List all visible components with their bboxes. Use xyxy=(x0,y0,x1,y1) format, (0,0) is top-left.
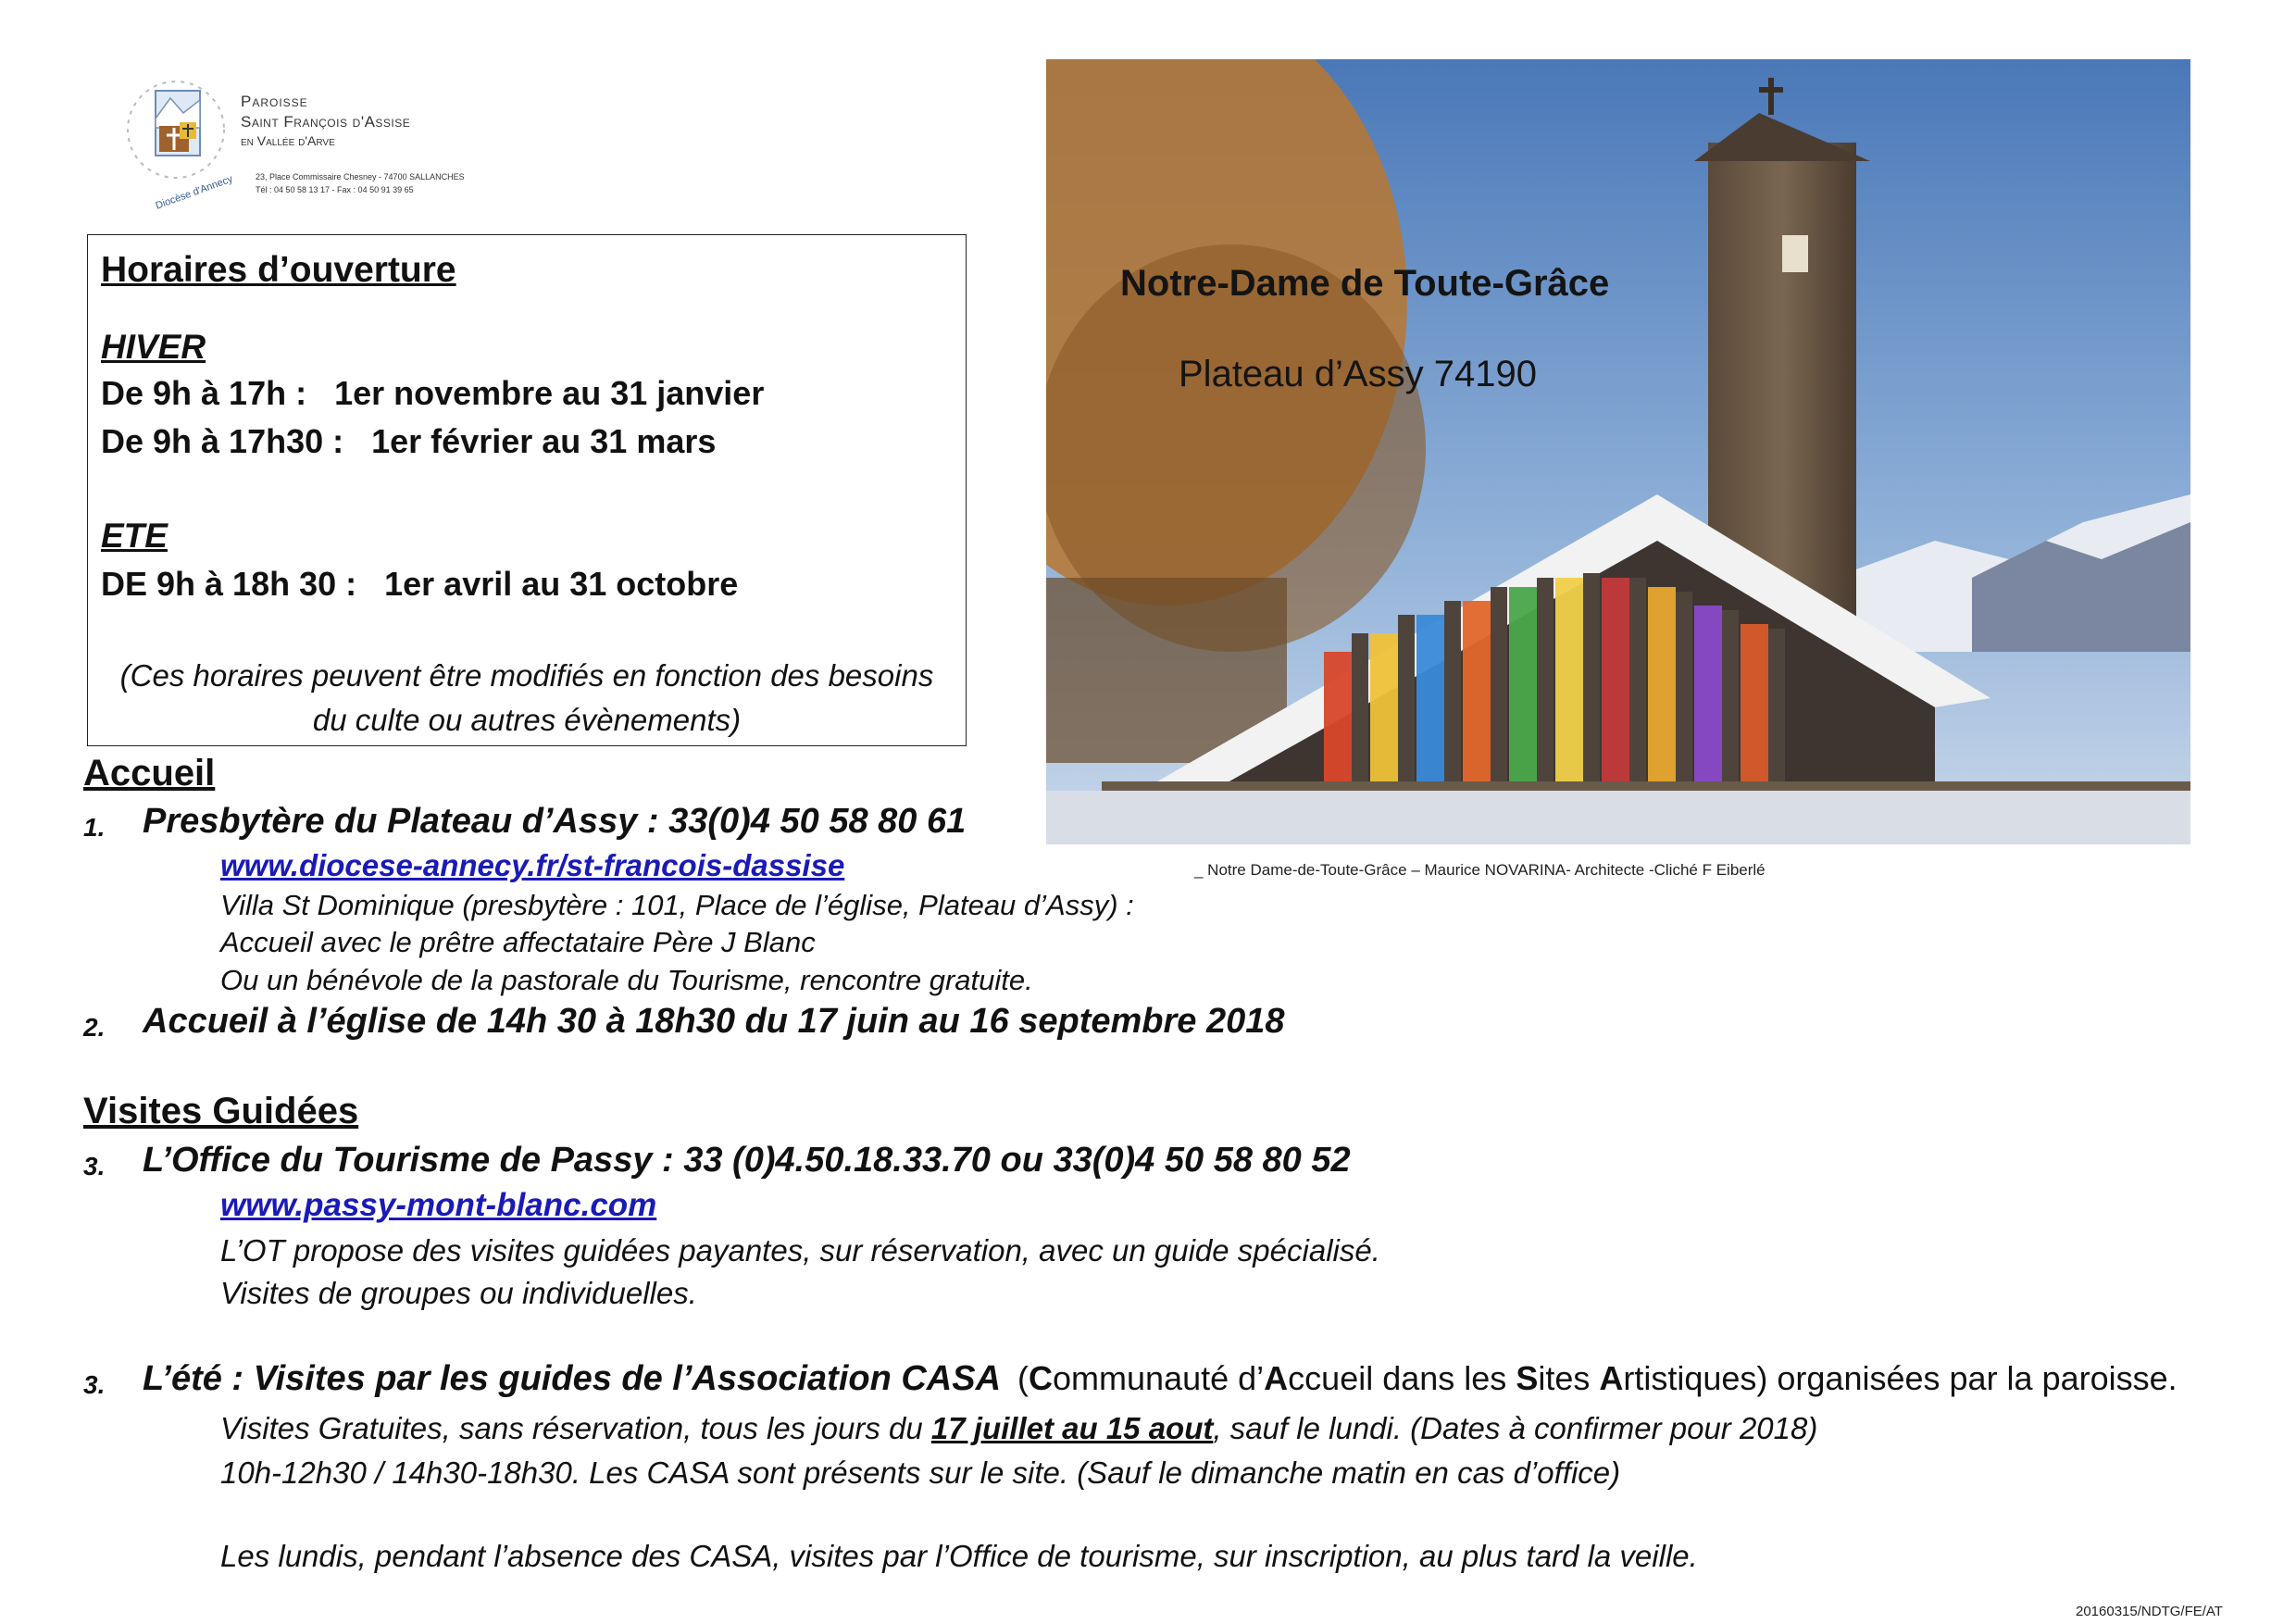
casa-text-4: rtistiques) organisées par la paroisse. xyxy=(1623,1359,2177,1397)
casa-letter-a: A xyxy=(1264,1359,1289,1397)
logo-arc-text: Diocèse d'Annecy xyxy=(154,173,235,212)
logo-line-3: en Vallée d'Arve xyxy=(241,133,335,148)
casa-text-3: ites xyxy=(1538,1359,1600,1397)
logo-phone: Tél : 04 50 58 13 17 - Fax : 04 50 91 39 65 xyxy=(256,185,414,194)
item-1-line-3: Ou un bénévole de la pastorale du Tourisme, rencontre gratuite. xyxy=(220,964,1033,996)
logo-address: 23, Place Commissaire Chesney - 74700 SALLANCHES xyxy=(256,172,465,181)
item-4-title-line xyxy=(143,1359,2177,1399)
photo-title: Notre-Dame de Toute-Grâce xyxy=(1120,263,1610,304)
photo-caption: _ Notre Dame-de-Toute-Grâce – Maurice NOVARINA- Architecte -Cliché F Eiberlé xyxy=(1194,861,1766,879)
casa-letter-c: C xyxy=(1029,1359,1054,1397)
church-photo xyxy=(1046,59,2190,844)
parish-logo xyxy=(119,72,470,211)
item-4-number: 3. xyxy=(83,1370,106,1399)
item-1-line-1: Villa St Dominique (presbytère : 101, Place de l’église, Plateau d’Assy) : xyxy=(220,889,1134,921)
casa-paren-open: ( xyxy=(1017,1359,1029,1397)
item-3-title: L’Office du Tourisme de Passy : 33 (0)4.50.18.33.70 ou 33(0)4 50 58 80 52 xyxy=(143,1141,1351,1180)
item-1-line-2: Accueil avec le prêtre affectataire Père J Blanc xyxy=(220,926,816,958)
opening-hours-title: Horaires d’ouverture xyxy=(101,250,456,290)
visites-heading: Visites Guidées xyxy=(83,1091,359,1131)
document-reference: 20160315/NDTG/FE/AT xyxy=(2076,1604,2223,1619)
item-2-number: 2. xyxy=(83,1013,106,1042)
winter-hours-1: De 9h à 17h : 1er novembre au 31 janvier xyxy=(101,374,765,412)
item-4-dates: 17 juillet au 15 aout xyxy=(930,1411,1214,1445)
logo-line-2: Saint François d'Assise xyxy=(241,113,411,131)
item-3-number: 3. xyxy=(83,1152,106,1181)
item-4-title: L’été : Visites par les guides de l’Association CASA xyxy=(143,1359,1002,1398)
summer-label: ETE xyxy=(101,517,168,555)
opening-hours-box xyxy=(87,234,967,746)
hours-note-line-2: du culte ou autres évènements) xyxy=(312,703,742,737)
hours-note xyxy=(88,654,966,743)
item-2-title: Accueil à l’église de 14h 30 à 18h30 du 17 juin au 16 septembre 2018 xyxy=(143,1002,1285,1041)
passy-link[interactable]: www.passy-mont-blanc.com xyxy=(220,1187,657,1223)
winter-label: HIVER xyxy=(101,328,206,366)
logo-line-1: Paroisse xyxy=(241,93,308,110)
item-1-title: Presbytère du Plateau d’Assy : 33(0)4 50 58 80 61 xyxy=(143,802,967,841)
item-3-line-2: Visites de groupes ou individuelles. xyxy=(220,1276,697,1310)
accueil-heading: Accueil xyxy=(83,753,216,793)
item-4-line-3: Les lundis, pendant l’absence des CASA, visites par l’Office de tourisme, sur inscription, au plus tard la veille. xyxy=(220,1539,1698,1573)
item-1-number: 1. xyxy=(83,813,106,842)
item-4-line-1a: Visites Gratuites, sans réservation, tous les jours du xyxy=(220,1411,931,1445)
casa-text-1: ommunauté d’ xyxy=(1053,1359,1265,1397)
photo-place: Plateau d’Assy 74190 xyxy=(1179,354,1537,394)
item-4-line-1 xyxy=(220,1411,1817,1446)
casa-text-2: ccueil dans les xyxy=(1288,1359,1516,1397)
summer-hours-1: DE 9h à 18h 30 : 1er avril au 31 octobre xyxy=(101,565,739,603)
casa-letter-a2: A xyxy=(1599,1359,1624,1397)
hours-note-line-1: (Ces horaires peuvent être modifiés en fonction des besoins xyxy=(119,658,934,693)
casa-letter-s: S xyxy=(1516,1359,1539,1397)
diocese-link[interactable]: www.diocese-annecy.fr/st-francois-dassise xyxy=(220,848,845,882)
item-3-line-1: L’OT propose des visites guidées payantes, sur réservation, avec un guide spécialisé. xyxy=(220,1233,1380,1268)
church-illustration xyxy=(1046,59,2190,844)
item-4-line-1c: , sauf le lundi. (Dates à confirmer pour 2018) xyxy=(1213,1411,1818,1445)
item-4-line-2: 10h-12h30 / 14h30-18h30. Les CASA sont présents sur le site. (Sauf le dimanche matin en cas d’office) xyxy=(220,1455,1621,1490)
winter-hours-2: De 9h à 17h30 : 1er février au 31 mars xyxy=(101,422,717,460)
